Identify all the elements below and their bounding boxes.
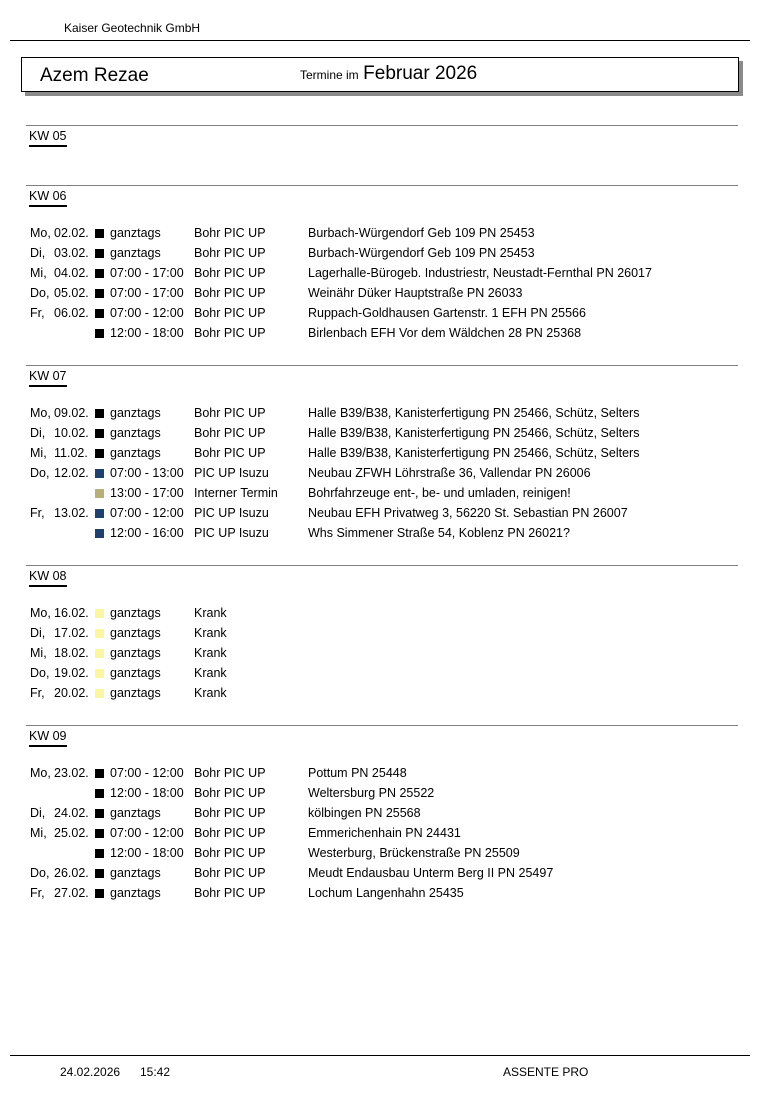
appointment-type: Krank	[194, 606, 227, 620]
category-color-square	[95, 429, 104, 438]
week-label: KW 09	[29, 729, 67, 747]
weekday: Mi,	[30, 646, 47, 660]
appointment-type: Bohr PIC UP	[194, 866, 266, 880]
appointment-description: Birlenbach EFH Vor dem Wäldchen 28 PN 25368	[308, 326, 582, 340]
product-name: ASSENTE PRO	[503, 1065, 589, 1079]
appointment-type: Krank	[194, 686, 227, 700]
appointment-description: Weinähr Düker Hauptstraße PN 26033	[308, 286, 523, 300]
category-color-square	[95, 889, 104, 898]
footer-divider	[10, 1055, 750, 1056]
time-range: ganztags	[110, 886, 161, 900]
time-range: ganztags	[110, 686, 161, 700]
weekday: Di,	[30, 426, 46, 440]
time-range: 12:00 - 16:00	[110, 526, 184, 540]
time-range: ganztags	[110, 446, 161, 460]
termine-label: Termine im	[300, 68, 359, 82]
weekday: Mi,	[30, 446, 47, 460]
weekday: Di,	[30, 246, 46, 260]
time-range: 12:00 - 18:00	[110, 326, 184, 340]
appointment-description: Bohrfahrzeuge ent-, be- und umladen, reinigen!	[308, 486, 571, 500]
week-divider	[26, 125, 738, 126]
appointment-description: Neubau ZFWH Löhrstraße 36, Vallendar PN 26006	[308, 466, 591, 480]
time-range: ganztags	[110, 646, 161, 660]
appointment-type: PIC UP Isuzu	[194, 506, 269, 520]
appointment-description: Whs Simmener Straße 54, Koblenz PN 26021?	[308, 526, 570, 540]
date: 06.02.	[54, 306, 89, 320]
time-range: ganztags	[110, 606, 161, 620]
appointment-type: Bohr PIC UP	[194, 846, 266, 860]
appointment-type: PIC UP Isuzu	[194, 466, 269, 480]
appointment-type: Bohr PIC UP	[194, 326, 266, 340]
appointment-type: Bohr PIC UP	[194, 826, 266, 840]
date: 17.02.	[54, 626, 89, 640]
appointment-description: Weltersburg PN 25522	[308, 786, 435, 800]
weekday: Di,	[30, 626, 46, 640]
time-range: 07:00 - 12:00	[110, 506, 184, 520]
date: 05.02.	[54, 286, 89, 300]
appointment-type: Bohr PIC UP	[194, 266, 266, 280]
time-range: ganztags	[110, 866, 161, 880]
appointment-type: PIC UP Isuzu	[194, 526, 269, 540]
appointment-type: Bohr PIC UP	[194, 406, 266, 420]
week-divider	[26, 565, 738, 566]
appointment-description: Neubau EFH Privatweg 3, 56220 St. Sebastian PN 26007	[308, 506, 628, 520]
weekday: Mo,	[30, 606, 51, 620]
category-color-square	[95, 509, 104, 518]
weekday: Do,	[30, 466, 50, 480]
category-color-square	[95, 609, 104, 618]
appointment-description: Halle B39/B38, Kanisterfertigung PN 25466, Schütz, Selters	[308, 406, 640, 420]
week-label: KW 05	[29, 129, 67, 147]
company-name: Kaiser Geotechnik GmbH	[64, 21, 201, 35]
category-color-square	[95, 269, 104, 278]
category-color-square	[95, 769, 104, 778]
time-range: 12:00 - 18:00	[110, 846, 184, 860]
date: 19.02.	[54, 666, 89, 680]
category-color-square	[95, 829, 104, 838]
date: 27.02.	[54, 886, 89, 900]
category-color-square	[95, 629, 104, 638]
appointment-description: Emmerichenhain PN 24431	[308, 826, 461, 840]
category-color-square	[95, 229, 104, 238]
appointment-type: Bohr PIC UP	[194, 226, 266, 240]
header-divider	[10, 40, 750, 41]
print-date: 24.02.2026	[60, 1065, 121, 1079]
date: 11.02.	[54, 446, 88, 460]
time-range: ganztags	[110, 626, 161, 640]
appointment-description: Pottum PN 25448	[308, 766, 407, 780]
title-box	[21, 57, 739, 92]
appointment-type: Bohr PIC UP	[194, 806, 266, 820]
weekday: Do,	[30, 866, 50, 880]
category-color-square	[95, 529, 104, 538]
appointment-type: Bohr PIC UP	[194, 426, 266, 440]
category-color-square	[95, 869, 104, 878]
appointment-description: kölbingen PN 25568	[308, 806, 421, 820]
appointment-description: Halle B39/B38, Kanisterfertigung PN 25466, Schütz, Selters	[308, 446, 640, 460]
appointment-description: Westerburg, Brückenstraße PN 25509	[308, 846, 520, 860]
week-label: KW 08	[29, 569, 67, 587]
weekday: Fr,	[30, 506, 45, 520]
appointment-type: Bohr PIC UP	[194, 306, 266, 320]
date: 20.02.	[54, 686, 89, 700]
appointment-type: Krank	[194, 626, 227, 640]
weekday: Mo,	[30, 226, 51, 240]
weekday: Di,	[30, 806, 46, 820]
appointment-description: Lochum Langenhahn 25435	[308, 886, 464, 900]
appointment-description: Meudt Endausbau Unterm Berg II PN 25497	[308, 866, 554, 880]
category-color-square	[95, 409, 104, 418]
week-divider	[26, 725, 738, 726]
category-color-square	[95, 289, 104, 298]
appointment-type: Bohr PIC UP	[194, 286, 266, 300]
appointment-description: Lagerhalle-Bürogeb. Industriestr, Neustadt-Fernthal PN 26017	[308, 266, 652, 280]
time-range: 07:00 - 12:00	[110, 766, 184, 780]
period-title	[300, 63, 477, 85]
week-label: KW 06	[29, 189, 67, 207]
time-range: ganztags	[110, 666, 161, 680]
category-color-square	[95, 309, 104, 318]
date: 23.02.	[54, 766, 89, 780]
appointment-type: Bohr PIC UP	[194, 246, 266, 260]
appointment-description: Burbach-Würgendorf Geb 109 PN 25453	[308, 246, 535, 260]
week-label: KW 07	[29, 369, 67, 387]
week-divider	[26, 185, 738, 186]
week-divider	[26, 365, 738, 366]
time-range: ganztags	[110, 426, 161, 440]
date: 16.02.	[54, 606, 89, 620]
appointment-type: Krank	[194, 666, 227, 680]
date: 12.02.	[54, 466, 89, 480]
category-color-square	[95, 849, 104, 858]
weekday: Mo,	[30, 406, 51, 420]
month-label: Februar 2026	[363, 63, 478, 84]
appointment-type: Bohr PIC UP	[194, 446, 266, 460]
appointment-type: Bohr PIC UP	[194, 786, 266, 800]
weekday: Fr,	[30, 886, 45, 900]
print-time: 15:42	[140, 1065, 171, 1079]
appointment-type: Interner Termin	[194, 486, 278, 500]
date: 24.02.	[54, 806, 89, 820]
weekday: Fr,	[30, 306, 45, 320]
person-name: Azem Rezae	[40, 65, 149, 86]
time-range: ganztags	[110, 406, 161, 420]
category-color-square	[95, 669, 104, 678]
weekday: Mi,	[30, 826, 47, 840]
time-range: 07:00 - 12:00	[110, 306, 184, 320]
time-range: ganztags	[110, 246, 161, 260]
category-color-square	[95, 649, 104, 658]
appointment-description: Ruppach-Goldhausen Gartenstr. 1 EFH PN 25566	[308, 306, 586, 320]
time-range: 07:00 - 17:00	[110, 266, 184, 280]
weekday: Do,	[30, 666, 50, 680]
date: 26.02.	[54, 866, 89, 880]
time-range: 12:00 - 18:00	[110, 786, 184, 800]
date: 13.02.	[54, 506, 89, 520]
appointment-type: Krank	[194, 646, 227, 660]
time-range: 07:00 - 12:00	[110, 826, 184, 840]
weekday: Do,	[30, 286, 50, 300]
appointment-description: Burbach-Würgendorf Geb 109 PN 25453	[308, 226, 535, 240]
category-color-square	[95, 789, 104, 798]
date: 09.02.	[54, 406, 89, 420]
time-range: 07:00 - 17:00	[110, 286, 184, 300]
category-color-square	[95, 469, 104, 478]
weekday: Mi,	[30, 266, 47, 280]
time-range: 07:00 - 13:00	[110, 466, 184, 480]
category-color-square	[95, 249, 104, 258]
date: 04.02.	[54, 266, 89, 280]
date: 03.02.	[54, 246, 89, 260]
appointment-description: Halle B39/B38, Kanisterfertigung PN 25466, Schütz, Selters	[308, 426, 640, 440]
weekday: Fr,	[30, 686, 45, 700]
date: 25.02.	[54, 826, 89, 840]
weekday: Mo,	[30, 766, 51, 780]
time-range: ganztags	[110, 806, 161, 820]
category-color-square	[95, 449, 104, 458]
date: 18.02.	[54, 646, 89, 660]
date: 02.02.	[54, 226, 89, 240]
category-color-square	[95, 489, 104, 498]
date: 10.02.	[54, 426, 89, 440]
category-color-square	[95, 329, 104, 338]
category-color-square	[95, 809, 104, 818]
appointment-type: Bohr PIC UP	[194, 886, 266, 900]
time-range: 13:00 - 17:00	[110, 486, 184, 500]
category-color-square	[95, 689, 104, 698]
appointment-type: Bohr PIC UP	[194, 766, 266, 780]
time-range: ganztags	[110, 226, 161, 240]
